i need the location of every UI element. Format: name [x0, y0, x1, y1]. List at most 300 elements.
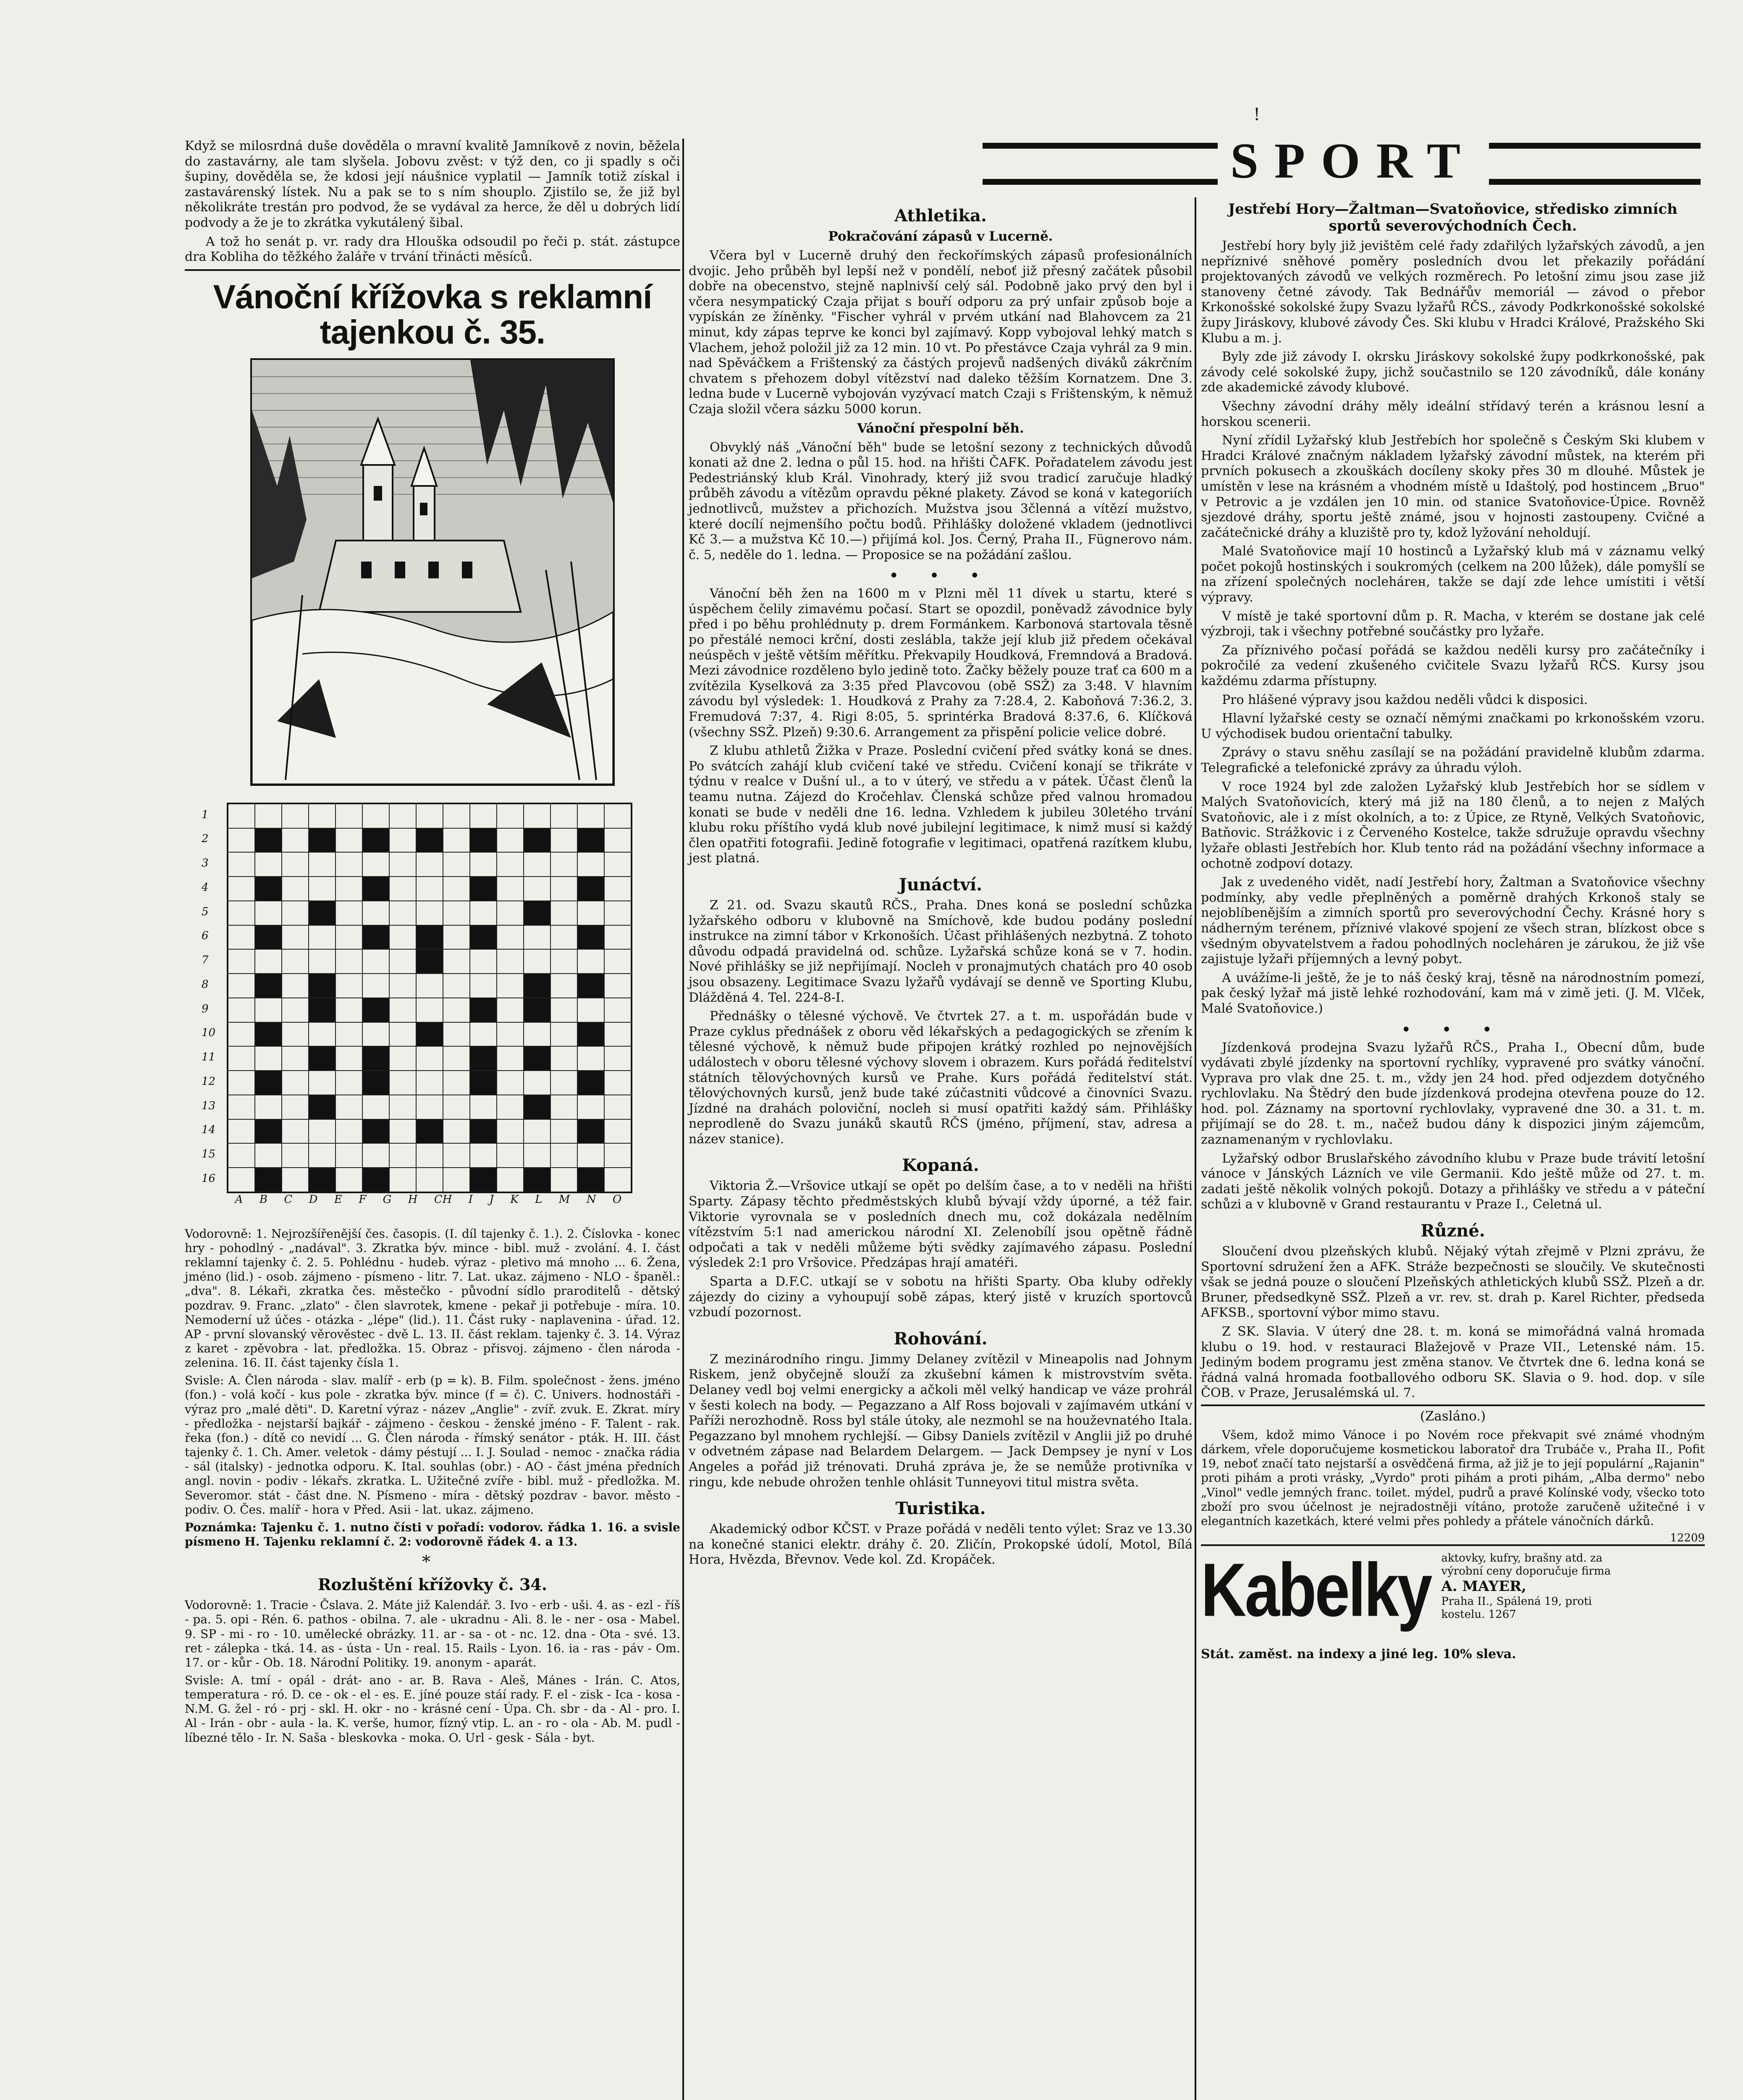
clues-vertical: Svisle: A. Člen národa - slav. malíř - erb (p = k). B. Film. společnost - žens. jméno (fon.) - volá kočí - kus pole - zkratka býv. mince (f = č). C. Univers. hodnostáři - výraz pro „malé děti". D. Karetní výraz - název „Anglie" - zvíř. zvuk. E. Zkrat. míry - předložka - nejstarší bajkář - zájmeno - českou - ženské jméno - F. Talent - rak. řeka (fon.) - dítě co nevidí ... G. Člen národa - římský senátor - pták. H. III. část tajenky č. 1. Ch. Amer. veletok - dámy péstují ... I. J. Soulad - nemoc - značka rádia - sál (italsky) - jednotka odporu. K. Ital. souhlas (obr.) - AO - část jména předních angl. novin - podiv - lékařs. zkratka. L. Užitečné zvíře - bibl. muž - předložka. M. Severomor. stát - část dne. N. Písmeno - míra - dětský pozdrav - bavor. město - podiv. O. Čes. malíř - hora v Před. Asii - lat. ukaz. zájmeno.	[185, 1373, 680, 1517]
advert-label: (Zasláno.)	[1201, 1404, 1705, 1424]
crossword-black-cell	[255, 828, 282, 853]
winter-p1: Jestřebí hory byly již jevištěm celé řady zdařilých lyžařských závodů, a jen nepříznivé sněhové poměry posledních dvou let překazily pořádání projektovaných závodů ve velkých rozměrech. Po letošní zimu jsou zase již stanoveny četné závody. Tak Bednářův memoriál — závod o přebor Krkonošské sokolské župy Svazu lyžařů RČS., závody Podkrkonošské sokolské župy Jiráskovy, klubové závody Čes. Ski klubu v Hradci Králové, Pražského Ski Klubu a m. j.	[1201, 239, 1705, 346]
advert-code: 12209	[1670, 1532, 1705, 1545]
crossword-black-cell	[416, 1022, 443, 1047]
crossword-cell	[577, 852, 604, 877]
crossword-cell	[470, 974, 497, 998]
advert-ref: 1267	[1488, 1608, 1516, 1621]
column-rule-2	[1195, 197, 1196, 2100]
crossword-cell	[604, 1095, 631, 1119]
crossword-cell	[362, 1022, 389, 1047]
crossword-cell	[228, 828, 255, 853]
crossword-black-cell	[470, 828, 497, 853]
row-number: 3	[202, 857, 209, 870]
crossword-black-cell	[362, 925, 389, 950]
row-number: 4	[202, 881, 209, 894]
crossword-cell	[389, 852, 416, 877]
crossword-cell	[389, 1168, 416, 1192]
crossword-black-cell	[362, 828, 389, 853]
crossword-cell	[335, 804, 362, 828]
crossword-black-cell	[255, 1022, 282, 1047]
row-number: 1	[202, 808, 209, 821]
crossword-cell	[255, 1095, 282, 1119]
crossword-cell	[416, 998, 443, 1022]
crossword-cell	[470, 901, 497, 925]
column-middle	[689, 197, 1193, 1571]
crossword-cell	[416, 901, 443, 925]
solution-horizontal: Vodorovně: 1. Tracie - Čslava. 2. Máte již Kalendář. 3. Ivo - erb - uši. 4. as - ezl - říš - pa. 5. opi - Rén. 6. pathos - obilna. 7. ale - ukradnu - Ali. 8. le - ner - osa - Mabel. 9. SP - mi - ro - 10. umělecké obrázky. 11. ar - sa - ot - nc. 12. dna - Ota - své. 13. ret - zálepka - tká. 14. as - ústa - Un - real. 15. Rails - Lyon. 16. ia - ras - páv - Om. 17. or - kůr - Ob. 18. Národní Politiky. 19. anonym - aparát.	[185, 1598, 680, 1670]
crossword-cell	[335, 1046, 362, 1071]
article-tourism: Akademický odbor KČST. v Praze pořádá v neděli tento výlet: Sraz ve 13.30 na konečné stanici elektr. dráhy č. 20. Zličín, Prokopské údolí, Motol, Bílá Hora, Hvězda, Břevnov. Vede kol. Zd. Kropáček.	[689, 1522, 1193, 1567]
crossword-cell	[550, 1071, 577, 1095]
crossword-cell	[524, 949, 550, 974]
crossword-title: Vánoční křížovka s reklamní tajenkou č. 35.	[213, 278, 652, 351]
section-title-athletics: Athletika.	[894, 206, 987, 226]
section-title-misc: Různé.	[1421, 1221, 1485, 1241]
crossword-cell	[443, 804, 470, 828]
col-letter: A	[235, 1193, 243, 1206]
crossword-cell	[362, 852, 389, 877]
crossword-cell	[282, 1143, 309, 1168]
crossword-cell	[389, 901, 416, 925]
crossword-cell	[497, 828, 524, 853]
article-boxing: Z mezinárodního ringu. Jimmy Delaney zvítězil v Mineapolis nad Johnym Riskem, jenž obyčejně slouží za zkušební kámen k mistrovstvím světa. Delaney vedl boj velmi energicky a ačkoli měl velký handicap ve váze prohrál v šesti kolech na body. — Pegazzano a Alf Ross bojovali v zajímavém utkání v Paříži nerozhodně. Ross byl stále útoky, ale nezmohl se na houževnatého Itala. Pegazzano byl mnohem rychlejší. — Gibsy Daniels zvítězil v Anglii již po druhé v odvetném zápase nad Belardem Delargem. — Jack Dempsey je nyní v Los Angeles a pořád již trénovati. Druhá zpráva je, že se nemůže protivníka v ringu, kde nebude ohrožen tenhle ohlásit Tunneyovi titul mistra světa.	[689, 1352, 1193, 1490]
advert-handbags	[1201, 1544, 1705, 1662]
column-left	[185, 139, 680, 1748]
row-number: 5	[202, 905, 209, 918]
winter-p14: Jízdenková prodejna Svazu lyžařů RČS., Praha I., Obecní dům, bude vydávati zbylé jízdenky na sportovní rychlíky, vypravené pro svátky vánoční. Vyprava pro vlak dne 25. t. m., vždy jen 24 hod. před odjezdem dotyčného rychlovlaku. Na Štědrý den bude jízdenková prodejna otevřena pouze do 12. hod. pol. Záznamy na sportovní rychlovlaky, vypravené dne 30. a 31. t. m. přijímají se do 28. t. m., načež budou dány k dispozici jiným zájemcům, zaznamenaným v rychlovlaku.	[1201, 1040, 1705, 1147]
crossword-cell	[497, 1046, 524, 1071]
crossword-cell	[282, 877, 309, 901]
crossword-cell	[604, 852, 631, 877]
crossword-cell	[550, 925, 577, 950]
crossword-cell	[335, 828, 362, 853]
winter-p13: A uvážíme-li ještě, že je to náš český kraj, těsně na národnostním pomezí, pak český lyžař má jistě lehké rozhodování, kam má v zimě jeti. (J. M. Vlček, Malé Svatoňovice.)	[1201, 970, 1705, 1016]
intro-paragraph: Když se milosrdná duše dověděla o mravní kvalitě Jamníkově z novin, běžela do zastavárny, ale tam slyšela. Jobovu zvěst: v týž den, co ji spadly s oči šupiny, dověděla se, že kdosi její náušnice vyplatil — Jamník totiž získal i zastavárenský lístek. Nu a pak se to s ním shouplo. Zjistilo se, že již byl několikráte trestán pro podvod, že se vydával za herce, že děl u dobrých lidí podvody a že je to zkrátka vykutálený šibal.	[185, 139, 680, 230]
solution-vertical: Svisle: A. tmí - opál - drát- ano - ar. B. Rava - Aleš, Mánes - Irán. C. Atos, temperatura - ró. D. ce - ok - el - es. E. jíné pouze stáí rady. F. el - zisk - Ica - kosa - N.M. G. žel - ró - prj - skl. H. okr - no - krásné cení - Úpa. Ch. sbr - da - Al - pro. I. Al - Irán - obr - aula - la. K. verše, humor, fízný vtip. L. an - ro - ola - Ab. M. pudl - líbezné tělo - Ir. N. Saša - bleskovka - moka. O. Url - gesk - Sála - byt.	[185, 1673, 680, 1745]
advert-discount: Stát. zaměst. na indexy a jiné leg. 10% sleva.	[1201, 1646, 1516, 1662]
crossword-cell	[497, 1022, 524, 1047]
crossword-cell	[443, 1046, 470, 1071]
crossword-cell	[443, 1119, 470, 1144]
crossword-cell	[550, 998, 577, 1022]
crossword-cell	[389, 828, 416, 853]
advert-firm: A. MAYER,	[1441, 1578, 1527, 1595]
crossword-cell	[255, 1143, 282, 1168]
crossword-cell	[335, 974, 362, 998]
crossword-black-cell	[255, 925, 282, 950]
crossword-black-cell	[524, 828, 550, 853]
crossword-cell	[550, 974, 577, 998]
verdict-paragraph: A tož ho senát p. vr. rady dra Hlouška odsoudil po řeči p. stát. zástupce dra Kobliha do těžkého žaláře v trvání třinácti měsíců.	[185, 234, 680, 265]
crossword-cell	[389, 1143, 416, 1168]
crossword-cell	[362, 974, 389, 998]
advert-cosmetics: Všem, kdož mimo Vánoce i po Novém roce překvapit své známé vhodným dárkem, vřele doporučujeme kosmetickou laboratoř dra Trubáče v., Praha II., Pofit 19, neboť značí tato nejstarší a osvědčená firma, až již je to její populární „Rajanin" proti pihám a proti vrásky, „Vyrdo" proti pihám a proti pihám, „Alba dermo" nebo „Vinol" vedle jemných franc. toilet. mýdel, pudrů a pravé Kolínské vody, všecko toto zboží pro svou účelnost je nejradostněji vítáno, protože zaručeně užitečné i v elegantních kazetkách, které velmi přes pohledy a přátele vánočních dárků.	[1201, 1428, 1705, 1528]
crossword-black-cell	[470, 877, 497, 901]
winter-p8: Pro hlášené výpravy jsou každou neděli vůdci k disposici.	[1222, 692, 1588, 707]
crossword-cell	[497, 901, 524, 925]
crossword-cell	[604, 1022, 631, 1047]
crossword-black-cell	[577, 1071, 604, 1095]
crossword-cell	[362, 1095, 389, 1119]
crossword-cell	[497, 804, 524, 828]
row-number: 6	[202, 929, 209, 942]
crossword-cell	[228, 1095, 255, 1119]
crossword-cell	[228, 1143, 255, 1168]
crossword-cell	[255, 804, 282, 828]
crossword-cell	[443, 949, 470, 974]
crossword-cell	[362, 949, 389, 974]
col-letter: O	[612, 1193, 622, 1206]
crossword-cell	[497, 852, 524, 877]
crossword-cell	[282, 1046, 309, 1071]
crossword-cell	[604, 974, 631, 998]
crossword-cell	[550, 1095, 577, 1119]
crossword-cell	[228, 1046, 255, 1071]
crossword-cell	[389, 925, 416, 950]
crossword-cell	[389, 1046, 416, 1071]
crossword-cell	[416, 852, 443, 877]
crossword-black-cell	[362, 998, 389, 1022]
crossword-cell	[228, 998, 255, 1022]
winter-p6: V místě je také sportovní dům p. R. Macha, v kterém se dostane jak celé výzbroji, tak i všechny potřebné součástky pro lyžaře.	[1201, 609, 1705, 639]
crossword-cell	[282, 901, 309, 925]
crossword-cell	[282, 974, 309, 998]
section-title-scouting: Junáctví.	[899, 874, 983, 895]
crossword-cell	[335, 1095, 362, 1119]
row-number: 13	[202, 1099, 216, 1112]
crossword-cell	[416, 1143, 443, 1168]
crossword-cell	[282, 804, 309, 828]
crossword-cell	[443, 1168, 470, 1192]
crossword-black-cell	[524, 1168, 550, 1192]
article-sparta: Sparta a D.F.C. utkají se v sobotu na hřišti Sparty. Oba kluby odřekly zájezdy do ciziny a vyhoupují sobě zápas, který jistě v kruzích sportovců vzbudí pozornost.	[689, 1274, 1193, 1320]
crossword-black-cell	[416, 949, 443, 974]
crossword-cell	[550, 1143, 577, 1168]
separator-star: *	[422, 1552, 443, 1572]
crossword-black-cell	[577, 925, 604, 950]
crossword-cell	[497, 1119, 524, 1144]
col-letter: E	[334, 1193, 342, 1206]
column-right	[1201, 197, 1705, 1662]
crossword-cell	[389, 1022, 416, 1047]
crossword-cell	[309, 925, 335, 950]
crossword-black-cell	[416, 925, 443, 950]
crossword-cell	[497, 998, 524, 1022]
col-letter: C	[284, 1193, 293, 1206]
crossword-cell	[282, 925, 309, 950]
crossword-black-cell	[577, 1022, 604, 1047]
crossword-cell	[228, 852, 255, 877]
crossword-cell	[389, 974, 416, 998]
crossword-black-cell	[470, 1119, 497, 1144]
crossword-cell	[604, 1168, 631, 1192]
crossword-black-cell	[470, 1168, 497, 1192]
crossword-cell	[228, 1119, 255, 1144]
crossword-black-cell	[255, 1071, 282, 1095]
crossword-cell	[443, 998, 470, 1022]
crossword-cell	[604, 1071, 631, 1095]
crossword-black-cell	[362, 1046, 389, 1071]
crossword-black-cell	[309, 828, 335, 853]
column-rule-1	[682, 139, 684, 2100]
page-mark: !	[1253, 105, 1261, 124]
winter-p5: Malé Svatoňovice mají 10 hostinců a Lyžařský klub má v záznamu velký počet pokojů hostinských i soukromých (celkem na 200 lůžek), dále pomyšlí se na zřízení společných noclehárен, takže se dají zde lehce umístiti i větší výpravy.	[1201, 544, 1705, 605]
col-letter: M	[558, 1193, 570, 1206]
crossword-cell	[443, 901, 470, 925]
crossword-cell	[524, 1143, 550, 1168]
crossword-cell	[389, 1119, 416, 1144]
crossword-cell	[282, 1168, 309, 1192]
crossword-cell	[524, 877, 550, 901]
crossword-cell	[443, 1143, 470, 1168]
crossword-cell	[309, 1022, 335, 1047]
crossword-cell	[443, 925, 470, 950]
advert-headline: Kabelky	[1201, 1547, 1431, 1632]
crossword-cell	[282, 998, 309, 1022]
row-number: 14	[202, 1124, 216, 1137]
winter-p9: Hlavní lyžařské cesty se označí němými značkami po krkonošském vzoru. U východisek budou orientační tabulky.	[1201, 711, 1705, 741]
crossword-cell	[335, 1022, 362, 1047]
crossword-black-cell	[309, 1095, 335, 1119]
crossword-black-cell	[577, 828, 604, 853]
winter-p11: V roce 1924 byl zde založen Lyžařský klub Jestřebích hor se sídlem v Malých Svatoňovicích, který má již na 180 členů, a to nejen z Malých Svatoňovic, ale i z míst okolních, a to: z Úpice, ze Rtyně, Velkých Svatoňovic, Batňovic. Strážkovic i z Červeného Kostelce, takže sdružuje opravdu všechny lyžaře oblasti Jestřebích hor. Klub tento rád na požádání všechny informace a ochotně zodpoví dotazy.	[1201, 779, 1705, 871]
crossword-black-cell	[362, 1071, 389, 1095]
crossword-cell	[497, 1168, 524, 1192]
crossword-cell	[335, 1168, 362, 1192]
crossword-black-cell	[524, 974, 550, 998]
crossword-cell	[497, 877, 524, 901]
article-christmas-run: Obvyklý náš „Vánoční běh" bude se letošní sezony z technických důvodů konati až dne 2. ledna o půl 15. hod. na hřišti ČAFK. Pořadatelem závodu jest Pedestriánský klub Král. Vinohrady, který již svou tradicí zaručuje hladký průběh závodu a vítězům opravdu pěkné plakety. Závod se koná v kategoriích jednotlivců, mužstev a přichozích. Mužstva jsou 3členná a vítězí mužstvo, které docílí nejmenšího počtu bodů. Přihlášky doložené vkladem (jednotlivci Kč 3.— a mužstva Kč 10.—) přijímá kol. Jos. Černý, Praha II., Fügnerovo nám. č. 5, neděle do 1. ledna. — Proposice se na požádání zašlou.	[689, 440, 1193, 562]
crossword-black-cell	[416, 828, 443, 853]
col-letter: H	[408, 1193, 418, 1206]
article-zizka-club: Z klubu athletů Žižka v Praze. Poslední cvičení před svátky koná se dnes. Po svátcích zahájí klub cvičení také ve středu. Cvičení konají se třikráte v týdnu v realce v Dušní ul., a to v úterý, ve středu a v pátek. Účast členů la teamu nutna. Zájezd do Kročehlav. Členská schůze před valnou hromadou konati se bude v neděli dne 16. ledna. Vzhledem k jubileu 30letého trvání klubu roku příštího vydá klub nové jubilejní legitimace, k nimž musí si každý člen opatřiti fotografii. Jedině fotografie v legitimaci, opatřená razítkem klubu, jest platná.	[689, 743, 1193, 866]
crossword-grid	[227, 803, 632, 1193]
crossword-cell	[577, 1143, 604, 1168]
crossword-cell	[255, 852, 282, 877]
article-lectures: Přednášky o tělesné výchově. Ve čtvrtek 27. a t. m. uspořádán bude v Praze cyklus přednášek z oboru věd lékařských a pedagogických se zřením k tělesné výchově, k němuž bude připojen krátký rozhled po nejnovějších událostech v oboru tělesné výchovy slovem i obrazem. Kurs pořádá ředitelství státních tělovýchovných kursů ve Prahe. Kurs pořádá ředitelství stát. tělovýchovných kursů, jenž bude také zúčastniti vůdcové a činovníci Svazu. Jízdné na drahách poloviční, nocleh si musí opatřiti každý sám. Přihlášky neprodleně do Svazu junáků skautů RČS (jméno, příjmení, stav, adresa a název stanice).	[689, 1009, 1193, 1147]
crossword-cell	[282, 1095, 309, 1119]
crossword-cell	[604, 925, 631, 950]
crossword-black-cell	[524, 1046, 550, 1071]
crossword-cell	[497, 1071, 524, 1095]
article-women-run: Vánoční běh žen na 1600 m v Plzni měl 11 dívek u startu, které s úspěchem čelily zimavému počasí. Start se opozdil, poněvadž závodnice byly před i po běhu prohlédnuty p. drem Formánkem. Karbonová startovala těsně po přestálé nemoci krční, dosti zeslábla, takže její klub již předem očekával neúspěch v ještě větším měřítku. Překvapily Houdková, Fremndová a Bradová. Mezi závodnice rozděleno bylo jedině toto. Žačky běžely pouze trať ca 600 m a zvítězila Kyselková za 3:35 před Plavcovou (obě SSŽ) za 3:48. V hlavním závodu byl výsledek: 1. Houdková z Prahy za 7:28.4, 2. Kaboňová 7:36.2, 3. Fremudová 7:37, 4. Rigi 8:05, 5. sprintérka Bradová 8:37.6, 6. Klíčková (všechny SSŽ. Plzeň) 9:30.6. Arrangement za přispění policie velice dobré.	[689, 586, 1193, 740]
col-letter: B	[259, 1193, 267, 1206]
crossword-cell	[550, 1168, 577, 1192]
crossword-cell	[443, 852, 470, 877]
crossword-black-cell	[577, 877, 604, 901]
crossword-cell	[524, 852, 550, 877]
crossword-cell	[362, 901, 389, 925]
advert-products: aktovky, kufry, brašny atd. za výrobní ceny doporučuje firma	[1441, 1552, 1611, 1578]
subtitle-wrestling: Pokračování zápasů v Lucerně.	[828, 229, 1053, 244]
crossword-black-cell	[255, 974, 282, 998]
crossword-cell	[335, 1143, 362, 1168]
crossword-cell	[228, 925, 255, 950]
crossword-cell	[443, 1095, 470, 1119]
crossword-cell	[524, 1022, 550, 1047]
crossword-cell	[443, 974, 470, 998]
crossword-cell	[416, 877, 443, 901]
crossword-black-cell	[362, 877, 389, 901]
crossword-illustration	[250, 358, 615, 786]
crossword-cell	[524, 1119, 550, 1144]
crossword-cell	[497, 949, 524, 974]
crossword-cell	[524, 804, 550, 828]
section-title-boxing: Rohování.	[894, 1328, 988, 1349]
crossword-cell	[524, 1071, 550, 1095]
crossword-cell	[550, 901, 577, 925]
crossword-cell	[255, 998, 282, 1022]
crossword-cell	[416, 1168, 443, 1192]
crossword-cell	[524, 925, 550, 950]
winter-p3: Všechny závodní dráhy měly ideální střídavý terén a krásnou lesní a horskou scenerii.	[1201, 399, 1705, 429]
crossword-cell	[309, 877, 335, 901]
row-number: 2	[202, 832, 209, 845]
crossword-cell	[255, 949, 282, 974]
row-number: 10	[202, 1026, 216, 1040]
crossword-black-cell	[309, 1046, 335, 1071]
crossword-black-cell	[470, 1071, 497, 1095]
crossword-cell	[282, 852, 309, 877]
crossword-cell	[228, 1168, 255, 1192]
crossword-black-cell	[577, 1168, 604, 1192]
crossword-cell	[416, 1071, 443, 1095]
crossword-black-cell	[309, 998, 335, 1022]
crossword-black-cell	[362, 1119, 389, 1144]
crossword-black-cell	[255, 1119, 282, 1144]
crossword-cell	[228, 949, 255, 974]
crossword-black-cell	[309, 901, 335, 925]
article-wrestling: Včera byl v Lucerně druhý den řeckořímských zápasů profesionálních dvojic. Jeho průběh byl lepší než v pondělí, neboť již přesný začátek působil dobře na obecenstvo, stejně naplnivší celý sál. Podobně jako prvý den byl i včera nesympatický Czaja přijat s bouří odporu za prý unfair způsob boje a vypískán ze žíněnky. "Fischer vyhrál v prvém utkání nad Blahovcem za 21 minut, kdy zápas teprve ke konci byl zajímavý. Kopp vybojoval lehký match s Vlachem, jehož položil již za 12 min. 10 vt. Po přestávce Czaja vyhrál za 9 min. nad Spěváčkem a Frištenský za částých projevů nadšených diváků zákrčním chvatem s přehozem dobyl vítězství nad daleko těžším Kornatzem. Dne 3. ledna bude v Lucerně vybojován vyzývací match Czaji s Frištenským, k němuž Czaja složil včera sázku 5000 korun.	[689, 248, 1193, 417]
winter-p10: Zprávy o stavu sněhu zasílají se na požádání pravidelně klubům zdarma. Telegrafické a telefonické zprávy za úhradu výloh.	[1201, 745, 1705, 775]
row-numbers	[202, 803, 225, 1191]
solution-title: Rozluštění křížovky č. 34.	[317, 1575, 548, 1594]
crossword-black-cell	[416, 1119, 443, 1144]
crossword-cell	[335, 901, 362, 925]
crossword-cell	[497, 1095, 524, 1119]
crossword-cell	[470, 1022, 497, 1047]
winter-p4: Nyní zřídil Lyžařský klub Jestřebích hor společně s Českým Ski klubem v Hradci Králové značným nákladem lyžařský závodní můstek, na kterém při prvních pokusech a zkouškách docíleny skoky přes 30 m dlouhé. Můstek je umístěn v lese na krásném a vhodném místě u Idaštolý, pod hostincem „Bruo" v Petrovic a je vzdálen jen 10 min. od stanice Svatoňovice-Úpice. Rovněž sjezdové dráhy, sportu ještě známé, jsou v hojnosti zastoupeny. Cvičné a začátečnické dráhy a kluziště pro ty, kdož lyžování neholdují.	[1201, 433, 1705, 540]
crossword-black-cell	[255, 1168, 282, 1192]
col-letter: K	[510, 1193, 519, 1206]
crossword-cell	[577, 1095, 604, 1119]
winter-title: Jestřebí Hory—Žaltman—Svatoňovice, středisko zimních sportů severovýchodních Čech.	[1228, 201, 1677, 234]
crossword-cell	[309, 852, 335, 877]
col-letter: L	[535, 1193, 543, 1206]
crossword-cell	[335, 852, 362, 877]
crossword-cell	[604, 1119, 631, 1144]
crossword-cell	[309, 949, 335, 974]
crossword-cell	[550, 1046, 577, 1071]
crossword-cell	[604, 804, 631, 828]
crossword-black-cell	[577, 974, 604, 998]
crossword-cell	[255, 901, 282, 925]
crossword-cell	[309, 804, 335, 828]
crossword-black-cell	[309, 1168, 335, 1192]
crossword-cell	[470, 1143, 497, 1168]
crossword-cell	[497, 1143, 524, 1168]
crossword-cell	[335, 1071, 362, 1095]
crossword-cell	[497, 925, 524, 950]
row-number: 11	[202, 1051, 216, 1064]
crossword-cell	[604, 1046, 631, 1071]
crossword-cell	[389, 1095, 416, 1119]
col-letter: G	[383, 1193, 392, 1206]
crossword-cell	[443, 1022, 470, 1047]
clues-note: Poznámka: Tajenku č. 1. nutno čísti v pořadí: vodorov. řádka 1. 16. a svisle písmeno H. Tajenku reklamní č. 2: vodorovně řádek 4. a 13.	[185, 1520, 680, 1549]
castle-illustration	[252, 360, 613, 784]
col-letter: I	[468, 1193, 473, 1206]
crossword-cell	[309, 1119, 335, 1144]
crossword-cell	[228, 877, 255, 901]
row-number: 16	[202, 1172, 216, 1185]
winter-p12: Jak z uvedeného vidět, nadí Jestřebí hory, Žaltman a Svatoňovice všechny podmínky, aby vedle přeplněných a poměrně drahých Krkonoš staly se nejoblíbenějším a zimních sportů pro severovýchodní Čechy. Krásné hory s nádherným terénem, příznivé vlakové spojení ze všech stran, blízkost obce s všedným obyvatelstvem a řadou pohodlných nocleháren je zárukou, že již vše zajistuje lyžaři příjemných a levný pobyt.	[1201, 875, 1705, 967]
sport-heading: SPORT	[1218, 132, 1489, 190]
crossword-black-cell	[470, 1046, 497, 1071]
section-title-football: Kopaná.	[902, 1155, 979, 1176]
advert-address: Praha II., Spálená 19, proti kostelu.	[1441, 1595, 1592, 1621]
crossword-cell	[389, 949, 416, 974]
crossword-black-cell	[309, 974, 335, 998]
col-letter: F	[359, 1193, 367, 1206]
crossword-cell	[497, 974, 524, 998]
col-letter: J	[489, 1193, 494, 1206]
crossword-black-cell	[362, 1168, 389, 1192]
crossword-cell	[577, 998, 604, 1022]
article-scouts: Z 21. od. Svazu skautů RČS., Praha. Dnes koná se poslední schůzka lyžařského odboru v klubovně na Smíchově, kde budou podány poslední instrukce na zimní tábor v Krkonoších. Účast přihlášených nezbytná. Z tohoto důvodu odpadá pravidelná od. schůze. Lyžařská schůze koná se v 7. hodin. Nové přihlášky se již nepřijímají. Nocleh v pronajmutých chatách pro 40 osob jsou obsazeny. Legitimace Svazu lyžařů vydávají se denně ve Sporting Klubu, Dlážděná 4. Tel. 224-8-I.	[689, 898, 1193, 1005]
row-number: 9	[202, 1002, 209, 1015]
crossword-cell	[389, 804, 416, 828]
crossword-cell	[443, 1071, 470, 1095]
crossword-cell	[228, 901, 255, 925]
crossword-cell	[470, 1095, 497, 1119]
crossword-cell	[550, 949, 577, 974]
separator-dots: • • •	[1401, 1020, 1505, 1040]
crossword-cell	[470, 852, 497, 877]
crossword-cell	[604, 949, 631, 974]
crossword-black-cell	[255, 877, 282, 901]
crossword-cell	[309, 1143, 335, 1168]
crossword-cell	[335, 949, 362, 974]
row-number: 8	[202, 978, 209, 991]
crossword-cell	[550, 828, 577, 853]
misc-p2: Z SK. Slavia. V úterý dne 28. t. m. koná se mimořádná valná hromada klubu o 19. hod. v restauraci Blažejově v Praze VII., Letenské nám. 15. Jediným bodem programu jest změna stanov. Ve čtvrtek dne 6. ledna koná se řádná valná hromada footballového odboru SK. Slavia o 9. hod. dop. v síle ČOB. v Praze, Jerusalémská ul. 7.	[1201, 1324, 1705, 1401]
crossword-cell	[228, 804, 255, 828]
advert-details	[1441, 1552, 1634, 1622]
crossword-cell	[362, 1143, 389, 1168]
col-letter: N	[586, 1193, 596, 1206]
crossword-cell	[443, 877, 470, 901]
crossword-black-cell	[524, 1095, 550, 1119]
clues-horizontal: Vodorovně: 1. Nejrozšířenější čes. časopis. (I. díl tajenky č. 1.). 2. Číslovka - konec hry - pohodlný - „nadával". 3. Zkratka býv. mince - bibl. muž - zvolání. 4. I. část reklamní tajenky č. 2. 5. Pohlédnu - hudeb. výraz - pletivo má mnoho ... 6. Žena, jméno (lid.) - osob. zájmeno - písmeno - litr. 7. Lat. ukaz. zájmeno - NLO - španěl.: „dva". 8. Lékaři, zkratka čes. městečko - původní sídlo praroditelů - dětský pozdrav. 9. Franc. „zlato" - člen slavrotek, kmene - pekař ji potřebuje - míra. 10. Nemoderní už účes - otázka - „lépe" (lid.). 11. Část ruky - naplavenina - úřad. 12. AP - první slovanský věrověstec - dvě L. 13. II. část reklam. tajenky č. 3. 14. Výraz z karet - zpěvobra - lat. předložka. 15. Obraz - přisvoj. zájmeno - člen národa - zelenina. 16. II. část tajenky čísla 1.	[185, 1226, 680, 1370]
crossword-black-cell	[524, 901, 550, 925]
crossword-cell	[389, 877, 416, 901]
winter-p2: Byly zde již závody I. okrsku Jiráskovy sokolské župy podkrkonošské, pak závody celé sokolské župy, jichž součastnilo se 120 závodníků, dále konány zde akademické závody klubové.	[1201, 349, 1705, 395]
crossword-cell	[550, 1119, 577, 1144]
crossword-cell	[389, 998, 416, 1022]
section-title-tourism: Turistika.	[895, 1499, 986, 1519]
crossword-cell	[577, 949, 604, 974]
crossword-cell	[577, 804, 604, 828]
column-letters	[227, 1193, 630, 1206]
crossword-cell	[228, 974, 255, 998]
crossword-cell	[335, 877, 362, 901]
crossword-cell	[335, 1119, 362, 1144]
winter-p15: Lyžařský odbor Bruslařského závodního klubu v Praze bude trávití letošní vánoce v Jánských Lázních ve vile Germanii. Kdo ještě může od 27. t. m. zadati ještě několik volných pokojů. Dotazy a přihlášky ve středu a v páteční schůzi a v klubovně v Grand restaurantu v Praze I., Celetná ul.	[1201, 1151, 1705, 1212]
misc-p1: Sloučení dvou plzeňských klubů. Nějaký výtah zřejmě v Plzni zprávu, že Sportovní sdružení žen a AFK. Stráže bezpečnosti se sloučily. Ve skutečnosti však se jedná pouze o sloučení Plzeňských athletických klubů SSŽ. Plzeň a dr. Bruner, předsedkyně SSŽ. Plzeň a vr. rev. st. drah p. Karel Richter, předseda AFKSB., sportovní výbor mimo stavu.	[1201, 1244, 1705, 1320]
divider	[185, 269, 680, 271]
